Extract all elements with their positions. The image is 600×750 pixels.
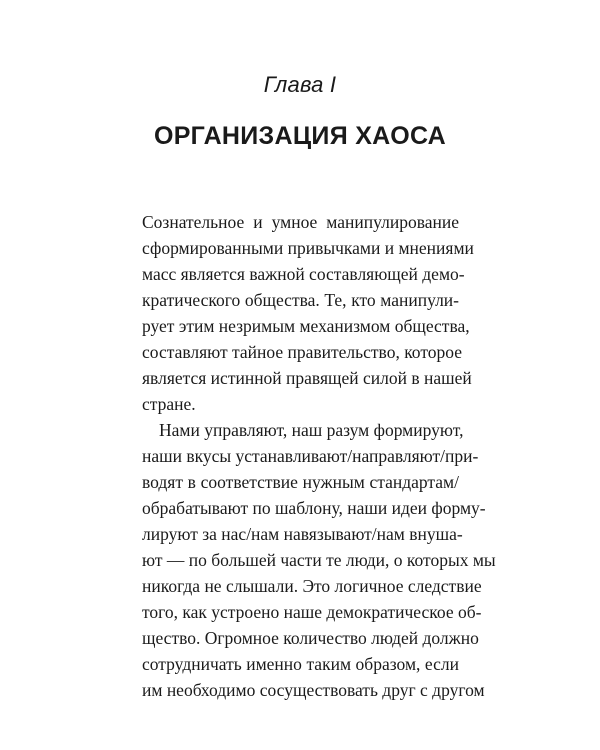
text-line: обрабатывают по шаблону, наши идеи форму- (142, 498, 486, 518)
text-line: стране. (142, 394, 196, 414)
paragraph-2 (142, 417, 496, 703)
paragraph-1 (142, 209, 474, 417)
text-line: Нами управляют, наш разум формируют, (159, 420, 464, 440)
text-line: щество. Огромное количество людей должно (142, 628, 479, 648)
text-line: масс является важной составляющей демо- (142, 264, 465, 284)
chapter-label: Глава I (263, 72, 337, 97)
text-line: сотрудничать именно таким образом, если (142, 654, 459, 674)
text-line: является истинной правящей силой в нашей (142, 368, 472, 388)
text-line: наши вкусы устанавливают/направляют/при- (142, 446, 479, 466)
chapter-title: ОРГАНИЗАЦИЯ ХАОСА (153, 122, 447, 150)
text-line: им необходимо сосуществовать друг с другом (142, 680, 485, 700)
text-line: Сознательное и умное манипулирование (142, 212, 459, 232)
text-line: водят в соответствие нужным стандартам/ (142, 472, 459, 492)
text-line: составляют тайное правительство, которое (142, 342, 462, 362)
text-line: лируют за нас/нам навязывают/нам внуша- (142, 524, 463, 544)
text-line: никогда не слышали. Это логичное следствие (142, 576, 482, 596)
body-text (142, 209, 496, 703)
text-line: сформированными привычками и мнениями (142, 238, 474, 258)
text-line: рует этим незримым механизмом общества, (142, 316, 470, 336)
text-line: кратического общества. Те, кто манипули- (142, 290, 459, 310)
text-line: того, как устроено наше демократическое об- (142, 602, 482, 622)
text-line: ют — по большей части те люди, о которых мы (142, 550, 496, 570)
